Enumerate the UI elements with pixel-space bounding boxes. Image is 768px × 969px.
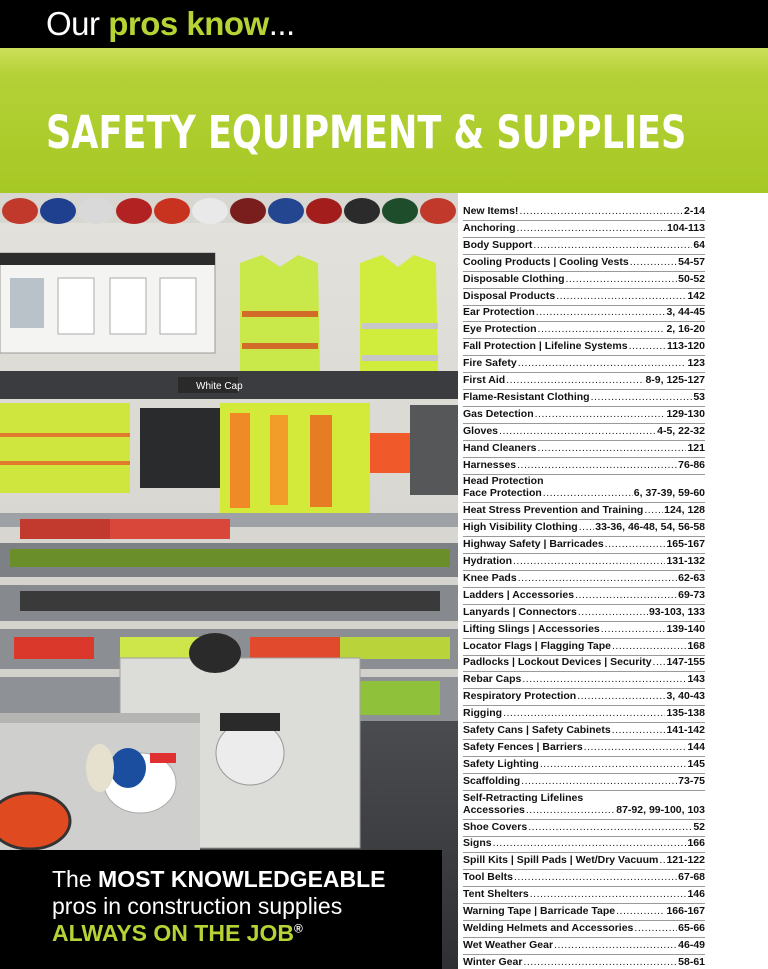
index-entry (463, 442, 705, 458)
index-entry-name: Anchoring (463, 221, 516, 234)
index-entry-pages: 142 (687, 289, 705, 302)
index-entry-name: Knee Pads (463, 571, 517, 584)
index-entry (463, 690, 705, 706)
index-leader-dots (506, 374, 644, 386)
index-entry-name: Gloves (463, 424, 499, 437)
index-entry-name: Highway Safety | Barricades (463, 538, 604, 551)
index-entry-name: Winter Gear (463, 955, 523, 968)
index-leader-dots (556, 290, 686, 302)
index-entry-pages: 135-138 (666, 707, 705, 720)
index-leader-dots (601, 623, 666, 635)
index-entry-name: Ladders | Accessories (463, 588, 575, 601)
index-leader-dots (514, 871, 677, 883)
index-entry (463, 792, 705, 820)
index-leader-dots (526, 804, 615, 816)
top-banner (0, 0, 768, 48)
index-leader-dots (605, 538, 666, 550)
title-band (0, 48, 768, 193)
index-entry-pages: 69-73 (678, 588, 705, 601)
index-leader-dots (517, 459, 677, 471)
index-entry-name: Ear Protection (463, 306, 535, 319)
index-entry-name: Cooling Products | Cooling Vests (463, 255, 629, 268)
index-leader-dots (659, 854, 665, 866)
index-entry-name: Safety Lighting (463, 757, 539, 770)
index-entry (463, 555, 705, 571)
index-entry-name: Tool Belts (463, 871, 513, 884)
index-entry-pages: 4-5, 22-32 (657, 424, 705, 437)
index-leader-dots (577, 690, 665, 702)
index-entry (463, 956, 705, 969)
page-title: SAFETY EQUIPMENT & SUPPLIES (46, 106, 687, 159)
caption-line-3-text: ALWAYS ON THE JOB (52, 920, 294, 946)
index-entry-name: Shoe Covers (463, 820, 528, 833)
index-entry (463, 707, 705, 723)
caption-line-1 (52, 866, 386, 893)
index-entry-pages: 166-167 (666, 905, 705, 917)
index-entry-name: Tent Shelters (463, 888, 529, 901)
index-entry-pages: 139-140 (666, 622, 705, 635)
index-entry-pages: 2-14 (683, 205, 705, 217)
index-entry-pages: 52 (693, 820, 705, 833)
index-entry-pages: 6, 37-39, 59-60 (633, 487, 705, 500)
index-leader-dots (612, 640, 686, 652)
index-entry (463, 340, 705, 356)
index-entry-pages: 93-103, 133 (648, 605, 705, 618)
index-entry (463, 205, 705, 221)
index-entry-pages: 145 (687, 757, 705, 770)
index-entry (463, 837, 705, 853)
index-entry-name: First Aid (463, 374, 506, 386)
index-leader-dots (493, 837, 687, 849)
index-entry (463, 758, 705, 774)
index-entry (463, 640, 705, 656)
index-entry (463, 606, 705, 622)
store-sign-text: White Cap (196, 381, 243, 392)
caption-line-1-bold: MOST KNOWLEDGEABLE (98, 866, 386, 892)
index-leader-dots (634, 922, 677, 934)
index-entry-name: Scaffolding (463, 774, 521, 787)
caption-line-2: pros in construction supplies (52, 893, 343, 919)
index-entry-pages: 62-63 (678, 571, 705, 584)
index-entry (463, 939, 705, 955)
tagline-highlight: pros know (108, 5, 269, 42)
index-leader-dots (513, 555, 665, 567)
index-entry-pages: 87-92, 99-100, 103 (616, 803, 705, 816)
index-entry (463, 222, 705, 238)
index-entry-name: Rigging (463, 707, 503, 720)
index-entry-pages: 131-132 (666, 555, 705, 567)
index-leader-dots (630, 256, 677, 268)
index-entry (463, 459, 705, 475)
index-entry (463, 239, 705, 255)
index-entry-name: Padlocks | Lockout Devices | Security (463, 656, 652, 669)
index-entry-name: Wet Weather Gear (463, 938, 554, 951)
index-leader-dots (629, 340, 666, 352)
index-entry-pages: 129-130 (666, 407, 705, 420)
index-entry-pages: 146 (687, 888, 705, 901)
tagline-prefix: Our (46, 5, 109, 42)
index-entry-pages: 3, 44-45 (666, 306, 705, 319)
index-entry (463, 589, 705, 605)
index-entry-pages: 3, 40-43 (666, 690, 705, 703)
index-entry-name: Signs (463, 837, 492, 850)
index-entry (463, 290, 705, 306)
index-leader-dots (530, 888, 687, 900)
index-entry-name: Eye Protection (463, 323, 537, 336)
index-entry-name: Rebar Caps (463, 673, 522, 686)
index-entry (463, 656, 705, 672)
index-entry-name: Disposal Products (463, 289, 556, 302)
index-entry-pages: 33-36, 46-48, 54, 56-58 (595, 521, 705, 534)
index-entry-pages: 168 (687, 639, 705, 652)
index-entry (463, 821, 705, 837)
index-leader-dots (575, 589, 677, 601)
index-entry-name: Respiratory Protection (463, 690, 577, 703)
index-leader-dots (528, 821, 692, 833)
index-entry (463, 673, 705, 689)
index-leader-dots (644, 504, 663, 516)
index-leader-dots (591, 391, 693, 403)
index-leader-dots (517, 222, 667, 234)
index-leader-dots (540, 758, 687, 770)
index-entry (463, 374, 705, 390)
index-leader-dots (578, 606, 648, 618)
index-entry-pages: 165-167 (666, 538, 705, 551)
index-entry-name: New Items! (463, 205, 519, 217)
index-leader-dots (503, 707, 665, 719)
index-entry (463, 888, 705, 904)
index-entry-pages: 53 (693, 390, 705, 403)
index-leader-dots (519, 205, 683, 217)
index-entry-pages: 121-122 (666, 854, 705, 867)
caption-box (0, 850, 442, 969)
index-entry-name: Hydration (463, 555, 513, 567)
index-leader-dots (579, 521, 595, 533)
index-entry-name: Harnesses (463, 458, 517, 471)
index-entry-pages: 141-142 (666, 724, 705, 736)
index-entry (463, 572, 705, 588)
index-entry-pages: 64 (693, 238, 705, 251)
index-entry-name: Lifting Slings | Accessories (463, 622, 600, 635)
index-entry-pages: 124, 128 (664, 504, 705, 517)
index-entry-pages: 65-66 (678, 921, 705, 934)
index-entry-pages: 147-155 (666, 656, 705, 669)
index-entry (463, 323, 705, 339)
index-leader-dots (499, 425, 656, 437)
index-entry-pages: 121 (687, 441, 705, 454)
index-entry-name: Hand Cleaners (463, 441, 537, 454)
index-entry-name: Warning Tape | Barricade Tape (463, 905, 616, 917)
index-entry (463, 741, 705, 757)
index-entry-pages: 58-61 (678, 955, 705, 968)
index-entry (463, 871, 705, 887)
index-leader-dots (518, 357, 687, 369)
index-entry-pages: 113-120 (667, 340, 705, 353)
index-entry-pages: 46-49 (678, 938, 705, 951)
index-leader-dots (566, 273, 678, 285)
index-entry-name: Face Protection (463, 487, 542, 500)
index-entry (463, 273, 705, 289)
index-entry (463, 538, 705, 554)
index-entry-name: Fall Protection | Lifeline Systems (463, 340, 628, 353)
index-leader-dots (535, 408, 666, 420)
tagline-suffix: ... (268, 5, 295, 42)
index-entry-pages: 2, 16-20 (666, 323, 705, 336)
index-entry-pages: 104-113 (667, 221, 705, 234)
index-entry-name: Heat Stress Prevention and Training (463, 504, 644, 517)
index-entry (463, 905, 705, 921)
index-entry-heading: Head Protection (463, 475, 544, 488)
index-leader-dots (612, 724, 666, 736)
index-entry (463, 521, 705, 537)
index-entry (463, 504, 705, 520)
index-entry-pages: 8-9, 125-127 (645, 374, 705, 386)
tagline (46, 5, 295, 43)
index-entry-name: Safety Fences | Barriers (463, 740, 583, 753)
index-entry (463, 724, 705, 740)
index-entry-name: Welding Helmets and Accessories (463, 921, 634, 934)
index-entry (463, 408, 705, 424)
index-leader-dots (616, 905, 665, 917)
index-entry (463, 425, 705, 441)
index-leader-dots (554, 939, 677, 951)
index-entry-pages: 73-75 (678, 774, 705, 787)
caption-line-1-prefix: The (52, 866, 99, 892)
caption-line-3 (52, 920, 303, 947)
registered-mark: ® (293, 921, 303, 936)
index-entry-name: Locator Flags | Flagging Tape (463, 639, 612, 652)
index-entry-name: Fire Safety (463, 357, 517, 370)
index-entry-name: Spill Kits | Spill Pads | Wet/Dry Vacuum (463, 854, 659, 867)
product-index (458, 193, 768, 969)
index-entry-pages: 144 (687, 740, 705, 753)
index-entry-name: Gas Detection (463, 407, 534, 420)
index-entry (463, 391, 705, 407)
index-entry (463, 306, 705, 322)
index-leader-dots (522, 673, 686, 685)
index-leader-dots (523, 956, 677, 968)
index-entry-name: Safety Cans | Safety Cabinets (463, 724, 611, 736)
index-leader-dots (543, 487, 633, 499)
index-entry-pages: 50-52 (678, 272, 705, 285)
index-entry-pages: 143 (687, 673, 705, 686)
index-entry (463, 775, 705, 791)
index-entry (463, 623, 705, 639)
index-entry-name: Disposable Clothing (463, 272, 565, 285)
index-entry-name: Accessories (463, 803, 525, 816)
index-entry-pages: 123 (687, 357, 705, 370)
index-entry-pages: 76-86 (678, 458, 705, 471)
index-entry (463, 854, 705, 870)
index-entry-name: Lanyards | Connectors (463, 605, 577, 618)
index-leader-dots (653, 656, 666, 668)
index-entry-pages: 67-68 (678, 871, 705, 884)
index-leader-dots (538, 442, 687, 454)
index-leader-dots (536, 306, 666, 318)
index-leader-dots (584, 741, 687, 753)
index-entry-name: Body Support (463, 238, 533, 251)
index-entry-name: High Visibility Clothing (463, 521, 578, 534)
index-entry (463, 475, 705, 503)
index-leader-dots (518, 572, 677, 584)
index-leader-dots (521, 775, 677, 787)
index-entry-pages: 54-57 (678, 255, 705, 268)
index-entry (463, 256, 705, 272)
index-entry (463, 357, 705, 373)
index-entry-name: Flame-Resistant Clothing (463, 390, 590, 403)
index-entry (463, 922, 705, 938)
index-leader-dots (533, 239, 692, 251)
index-entry-heading: Self-Retracting Lifelines (463, 791, 584, 804)
index-leader-dots (538, 323, 666, 335)
index-entry-pages: 166 (687, 837, 705, 850)
